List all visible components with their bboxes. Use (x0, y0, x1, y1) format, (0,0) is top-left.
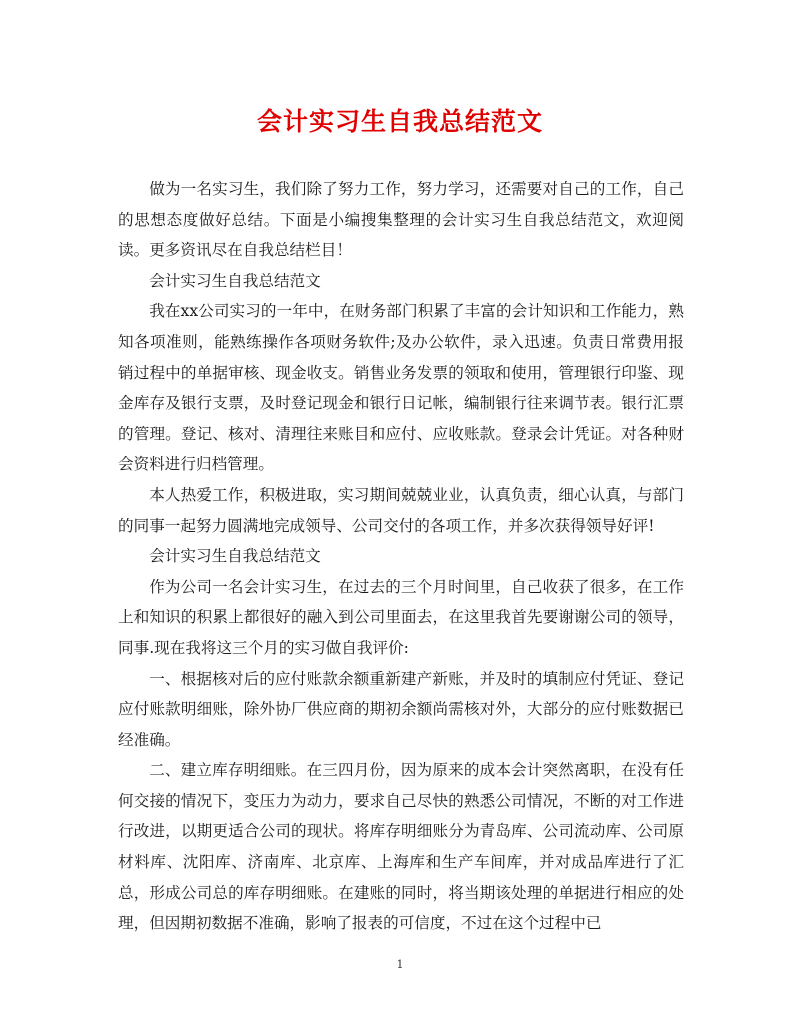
paragraph: 二、建立库存明细账。在三四月份，因为原来的成本会计突然离职，在没有任何交接的情况下，变压力为动力，要求自己尽快的熟悉公司情况，不断的对工作进行改进，以期更适合公司的现状。将库存明细账分为青岛库、公司流动库、公司原材料库、沈阳库、济南库、北京库、上海库和生产车间库，并对成品库进行了汇总，形成公司总的库存明细账。在建账的同时，将当期该处理的单据进行相应的处理，但因期初数据不准确，影响了报表的可信度，不过在这个过程中已 (118, 761, 684, 933)
paragraph-intro: 做为一名实习生，我们除了努力工作，努力学习，还需要对自己的工作，自己的思想态度做好总结。下面是小编搜集整理的会计实习生自我总结范文，欢迎阅读。更多资讯尽在自我总结栏目！ (118, 180, 684, 260)
paragraph: 作为公司一名会计实习生，在过去的三个月时间里，自己收获了很多，在工作上和知识的积累上都很好的融入到公司里面去，在这里我首先要谢谢公司的领导，同事.现在我将这三个月的实习做自我评价: (118, 577, 684, 657)
document-title: 会计实习生自我总结范文 (256, 107, 543, 136)
section-heading: 会计实习生自我总结范文 (149, 271, 321, 290)
paragraph: 一、根据核对后的应付账款余额重新建产新账，并及时的填制应付凭证、登记应付账款明细账，除外协厂供应商的期初余额尚需核对外，大部分的应付账数据已经准确。 (118, 669, 684, 749)
paragraph: 我在xx公司实习的一年中，在财务部门积累了丰富的会计知识和工作能力，熟知各项准则，能熟练操作各项财务软件;及办公软件，录入迅速。负责日常费用报销过程中的单据审核、现金收支。销售业务发票的领取和使用，管理银行印鉴、现金库存及银行支票，及时登记现金和银行日记帐，编制银行往来调节表。银行汇票的管理。登记、核对、清理往来账目和应付、应收账款。登录会计凭证。对各种财会资料进行归档管理。 (118, 302, 684, 474)
paragraph: 本人热爱工作，积极进取，实习期间兢兢业业，认真负责，细心认真，与部门的同事一起努力圆满地完成领导、公司交付的各项工作，并多次获得领导好评! (118, 485, 684, 535)
page-number: 1 (396, 958, 404, 971)
section-heading: 会计实习生自我总结范文 (149, 547, 321, 566)
document-body (118, 174, 684, 939)
